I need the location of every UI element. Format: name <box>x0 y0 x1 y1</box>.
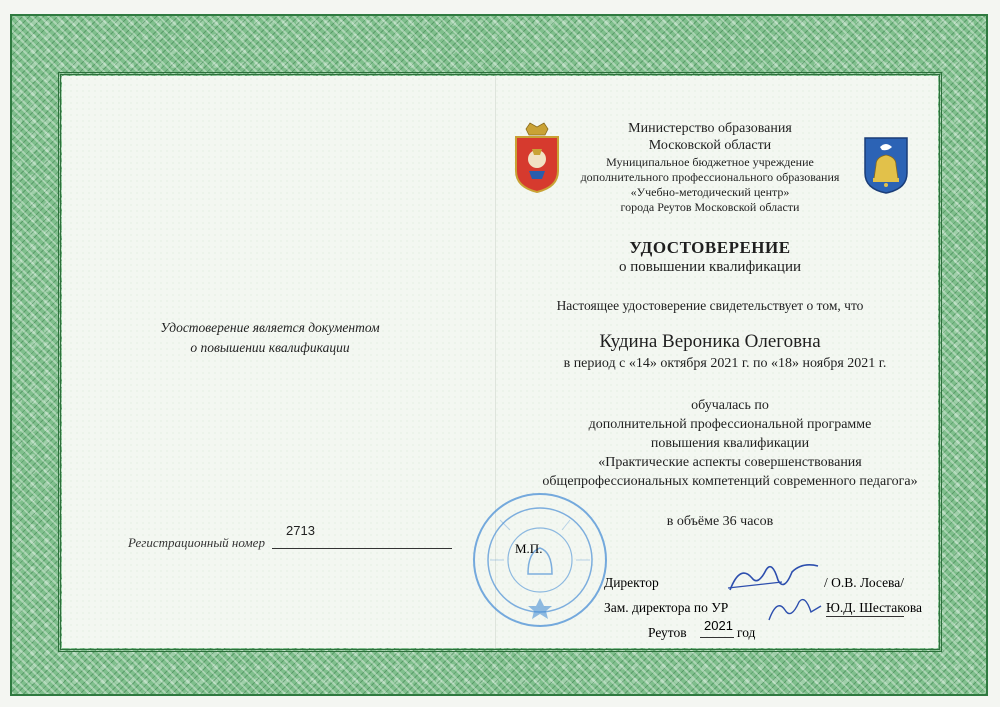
reutov-coat-of-arms-icon <box>862 135 910 195</box>
org-line4: города Реутов Московской области <box>620 200 800 214</box>
program-line3: «Практические аспекты совершенствования <box>598 455 862 470</box>
org-line1: Муниципальное бюджетное учреждение <box>606 155 814 169</box>
program-block <box>520 396 940 491</box>
ministry-line2: Московской области <box>648 138 772 153</box>
reg-number-value: 2713 <box>286 523 315 538</box>
city-label: Реутов <box>648 625 687 640</box>
studied-text: обучалась по <box>691 398 769 413</box>
deputy-name-line <box>826 616 904 617</box>
ministry-line1: Министерство образования <box>628 121 792 136</box>
director-name: / О.В. Лосева/ <box>824 575 904 590</box>
program-line4: общепрофессиональных компетенций современного педагога» <box>542 474 918 489</box>
organization-block <box>560 155 860 215</box>
deputy-signature <box>765 592 825 626</box>
org-line2: дополнительного профессионального образования <box>580 170 840 184</box>
intro-text: Настоящее удостоверение свидетельствует о том, что <box>556 298 864 313</box>
document-subtitle: о повышении квалификации <box>619 259 801 275</box>
recipient-name: Кудина Вероника Олеговна <box>599 331 821 352</box>
left-caption <box>130 318 410 358</box>
year-suffix: год <box>737 625 756 640</box>
program-line2: повышения квалификации <box>650 436 810 451</box>
moscow-oblast-coat-of-arms-icon <box>512 121 562 193</box>
left-caption-line1: Удостоверение является документом <box>160 320 380 335</box>
round-stamp-icon <box>470 490 610 630</box>
document-title: УДОСТОВЕРЕНИЕ <box>629 238 791 257</box>
deputy-label: Зам. директора по УР <box>604 600 729 615</box>
reg-number-label: Регистрационный номер <box>128 535 265 550</box>
deputy-name: Ю.Д. Шестакова <box>826 600 923 615</box>
study-period: в период с «14» октября 2021 г. по «18» ноября 2021 г. <box>563 356 887 371</box>
study-volume: в объёме 36 часов <box>666 514 774 529</box>
org-line3: «Учебно-методический центр» <box>630 185 790 199</box>
left-caption-line2: о повышении квалификации <box>190 340 350 355</box>
reg-number-line <box>272 548 452 549</box>
ministry-block <box>580 120 840 154</box>
director-label: Директор <box>604 575 659 590</box>
program-line1: дополнительной профессиональной программе <box>588 417 872 432</box>
year-value: 2021 <box>704 618 733 633</box>
year-line <box>700 637 734 638</box>
stamp-place-label: М.П. <box>515 541 543 556</box>
